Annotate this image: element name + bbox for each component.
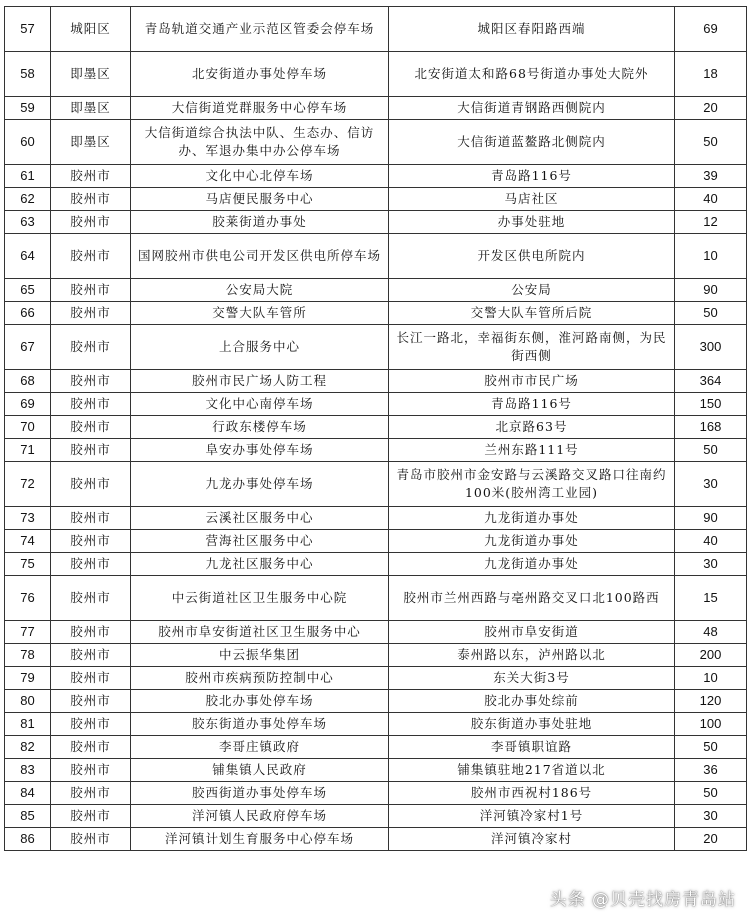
table-row — [5, 279, 747, 302]
row-number: 74 — [5, 530, 51, 553]
spaces-cell: 20 — [675, 97, 747, 120]
address-cell: 公安局 — [389, 279, 675, 302]
address-cell: 兰州东路111号 — [389, 439, 675, 462]
spaces-cell: 300 — [675, 325, 747, 370]
row-number: 61 — [5, 165, 51, 188]
address-cell: 交警大队车管所后院 — [389, 302, 675, 325]
spaces-cell: 30 — [675, 805, 747, 828]
parking-name-cell: 洋河镇计划生育服务中心停车场 — [131, 828, 389, 851]
spaces-cell: 18 — [675, 52, 747, 97]
spaces-cell: 40 — [675, 530, 747, 553]
table-row — [5, 828, 747, 851]
parking-name-cell: 胶莱街道办事处 — [131, 211, 389, 234]
address-cell: 大信街道青钢路西侧院内 — [389, 97, 675, 120]
row-number: 69 — [5, 393, 51, 416]
district-cell: 胶州市 — [51, 234, 131, 279]
parking-name-cell: 铺集镇人民政府 — [131, 759, 389, 782]
spaces-cell: 15 — [675, 576, 747, 621]
parking-name-cell: 交警大队车管所 — [131, 302, 389, 325]
parking-name-cell: 营海社区服务中心 — [131, 530, 389, 553]
table-row — [5, 120, 747, 165]
spaces-cell: 30 — [675, 553, 747, 576]
row-number: 57 — [5, 7, 51, 52]
row-number: 70 — [5, 416, 51, 439]
table-row — [5, 462, 747, 507]
table-row — [5, 759, 747, 782]
table-row — [5, 782, 747, 805]
parking-name-cell: 洋河镇人民政府停车场 — [131, 805, 389, 828]
parking-name-cell: 公安局大院 — [131, 279, 389, 302]
address-cell: 泰州路以东，泸州路以北 — [389, 644, 675, 667]
parking-name-cell: 胶州市阜安街道社区卫生服务中心 — [131, 621, 389, 644]
table-row — [5, 644, 747, 667]
spaces-cell: 50 — [675, 439, 747, 462]
spaces-cell: 12 — [675, 211, 747, 234]
row-number: 80 — [5, 690, 51, 713]
spaces-cell: 90 — [675, 507, 747, 530]
district-cell: 胶州市 — [51, 416, 131, 439]
parking-name-cell: 国网胶州市供电公司开发区供电所停车场 — [131, 234, 389, 279]
spaces-cell: 39 — [675, 165, 747, 188]
table-row — [5, 439, 747, 462]
table-row — [5, 621, 747, 644]
parking-name-cell: 文化中心北停车场 — [131, 165, 389, 188]
address-cell: 九龙街道办事处 — [389, 553, 675, 576]
row-number: 86 — [5, 828, 51, 851]
parking-name-cell: 胶北办事处停车场 — [131, 690, 389, 713]
row-number: 82 — [5, 736, 51, 759]
spaces-cell: 50 — [675, 120, 747, 165]
table-row — [5, 52, 747, 97]
district-cell: 胶州市 — [51, 576, 131, 621]
parking-name-cell: 胶东街道办事处停车场 — [131, 713, 389, 736]
parking-lot-table — [4, 6, 747, 851]
district-cell: 胶州市 — [51, 759, 131, 782]
parking-name-cell: 上合服务中心 — [131, 325, 389, 370]
table-row — [5, 188, 747, 211]
table-row — [5, 805, 747, 828]
row-number: 75 — [5, 553, 51, 576]
district-cell: 胶州市 — [51, 713, 131, 736]
district-cell: 胶州市 — [51, 370, 131, 393]
parking-name-cell: 李哥庄镇政府 — [131, 736, 389, 759]
spaces-cell: 48 — [675, 621, 747, 644]
spaces-cell: 120 — [675, 690, 747, 713]
address-cell: 九龙街道办事处 — [389, 507, 675, 530]
district-cell: 即墨区 — [51, 52, 131, 97]
spaces-cell: 10 — [675, 667, 747, 690]
row-number: 79 — [5, 667, 51, 690]
table-row — [5, 370, 747, 393]
district-cell: 胶州市 — [51, 782, 131, 805]
district-cell: 胶州市 — [51, 302, 131, 325]
row-number: 67 — [5, 325, 51, 370]
address-cell: 青岛市胶州市金安路与云溪路交叉路口往南约100米(胶州湾工业园) — [389, 462, 675, 507]
address-cell: 大信街道蓝鳌路北侧院内 — [389, 120, 675, 165]
address-cell: 洋河镇冷家村 — [389, 828, 675, 851]
table-row — [5, 713, 747, 736]
address-cell: 胶州市阜安街道 — [389, 621, 675, 644]
spaces-cell: 100 — [675, 713, 747, 736]
row-number: 60 — [5, 120, 51, 165]
row-number: 58 — [5, 52, 51, 97]
row-number: 76 — [5, 576, 51, 621]
row-number: 63 — [5, 211, 51, 234]
spaces-cell: 364 — [675, 370, 747, 393]
spaces-cell: 50 — [675, 782, 747, 805]
table-row — [5, 7, 747, 52]
parking-name-cell: 胶西街道办事处停车场 — [131, 782, 389, 805]
table-row — [5, 393, 747, 416]
parking-name-cell: 阜安办事处停车场 — [131, 439, 389, 462]
parking-name-cell: 胶州市民广场人防工程 — [131, 370, 389, 393]
district-cell: 城阳区 — [51, 7, 131, 52]
district-cell: 胶州市 — [51, 393, 131, 416]
district-cell: 胶州市 — [51, 279, 131, 302]
row-number: 66 — [5, 302, 51, 325]
table-row — [5, 530, 747, 553]
parking-name-cell: 九龙社区服务中心 — [131, 553, 389, 576]
district-cell: 胶州市 — [51, 165, 131, 188]
parking-name-cell: 云溪社区服务中心 — [131, 507, 389, 530]
table-row — [5, 97, 747, 120]
district-cell: 胶州市 — [51, 805, 131, 828]
spaces-cell: 168 — [675, 416, 747, 439]
spaces-cell: 30 — [675, 462, 747, 507]
district-cell: 胶州市 — [51, 530, 131, 553]
district-cell: 胶州市 — [51, 211, 131, 234]
row-number: 71 — [5, 439, 51, 462]
address-cell: 胶东街道办事处驻地 — [389, 713, 675, 736]
table-row — [5, 576, 747, 621]
spaces-cell: 36 — [675, 759, 747, 782]
address-cell: 城阳区春阳路西端 — [389, 7, 675, 52]
parking-name-cell: 大信街道综合执法中队、生态办、信访办、军退办集中办公停车场 — [131, 120, 389, 165]
district-cell: 胶州市 — [51, 462, 131, 507]
parking-name-cell: 大信街道党群服务中心停车场 — [131, 97, 389, 120]
table-row — [5, 165, 747, 188]
table-row — [5, 302, 747, 325]
parking-name-cell: 文化中心南停车场 — [131, 393, 389, 416]
address-cell: 胶州市西祝村186号 — [389, 782, 675, 805]
district-cell: 胶州市 — [51, 439, 131, 462]
watermark-text: 头条 @贝壳找房青岛站 — [549, 890, 736, 910]
row-number: 59 — [5, 97, 51, 120]
address-cell: 青岛路116号 — [389, 165, 675, 188]
parking-name-cell: 青岛轨道交通产业示范区管委会停车场 — [131, 7, 389, 52]
spaces-cell: 200 — [675, 644, 747, 667]
row-number: 77 — [5, 621, 51, 644]
spaces-cell: 150 — [675, 393, 747, 416]
district-cell: 即墨区 — [51, 97, 131, 120]
table-row — [5, 234, 747, 279]
row-number: 78 — [5, 644, 51, 667]
address-cell: 胶北办事处综前 — [389, 690, 675, 713]
row-number: 65 — [5, 279, 51, 302]
district-cell: 胶州市 — [51, 621, 131, 644]
row-number: 84 — [5, 782, 51, 805]
parking-name-cell: 北安街道办事处停车场 — [131, 52, 389, 97]
address-cell: 东关大街3号 — [389, 667, 675, 690]
table-row — [5, 211, 747, 234]
table-row — [5, 667, 747, 690]
table-row — [5, 416, 747, 439]
address-cell: 铺集镇驻地217省道以北 — [389, 759, 675, 782]
row-number: 68 — [5, 370, 51, 393]
address-cell: 马店社区 — [389, 188, 675, 211]
district-cell: 胶州市 — [51, 690, 131, 713]
district-cell: 即墨区 — [51, 120, 131, 165]
row-number: 81 — [5, 713, 51, 736]
address-cell: 胶州市市民广场 — [389, 370, 675, 393]
address-cell: 青岛路116号 — [389, 393, 675, 416]
district-cell: 胶州市 — [51, 828, 131, 851]
district-cell: 胶州市 — [51, 667, 131, 690]
district-cell: 胶州市 — [51, 507, 131, 530]
row-number: 85 — [5, 805, 51, 828]
address-cell: 开发区供电所院内 — [389, 234, 675, 279]
parking-name-cell: 中云振华集团 — [131, 644, 389, 667]
parking-name-cell: 胶州市疾病预防控制中心 — [131, 667, 389, 690]
spaces-cell: 10 — [675, 234, 747, 279]
spaces-cell: 50 — [675, 736, 747, 759]
parking-name-cell: 马店便民服务中心 — [131, 188, 389, 211]
table-row — [5, 736, 747, 759]
parking-name-cell: 九龙办事处停车场 — [131, 462, 389, 507]
table-row — [5, 507, 747, 530]
address-cell: 李哥镇职谊路 — [389, 736, 675, 759]
row-number: 83 — [5, 759, 51, 782]
spaces-cell: 50 — [675, 302, 747, 325]
spaces-cell: 40 — [675, 188, 747, 211]
address-cell: 北安街道太和路68号街道办事处大院外 — [389, 52, 675, 97]
address-cell: 办事处驻地 — [389, 211, 675, 234]
address-cell: 胶州市兰州西路与亳州路交叉口北100路西 — [389, 576, 675, 621]
spaces-cell: 69 — [675, 7, 747, 52]
table-row — [5, 690, 747, 713]
address-cell: 北京路63号 — [389, 416, 675, 439]
address-cell: 长江一路北，幸福街东侧，淮河路南侧，为民街西侧 — [389, 325, 675, 370]
spaces-cell: 90 — [675, 279, 747, 302]
spaces-cell: 20 — [675, 828, 747, 851]
parking-name-cell: 行政东楼停车场 — [131, 416, 389, 439]
district-cell: 胶州市 — [51, 188, 131, 211]
address-cell: 洋河镇冷家村1号 — [389, 805, 675, 828]
parking-name-cell: 中云街道社区卫生服务中心院 — [131, 576, 389, 621]
row-number: 64 — [5, 234, 51, 279]
district-cell: 胶州市 — [51, 325, 131, 370]
table-body — [5, 7, 747, 851]
district-cell: 胶州市 — [51, 736, 131, 759]
row-number: 72 — [5, 462, 51, 507]
table-row — [5, 553, 747, 576]
table-row — [5, 325, 747, 370]
district-cell: 胶州市 — [51, 644, 131, 667]
row-number: 73 — [5, 507, 51, 530]
address-cell: 九龙街道办事处 — [389, 530, 675, 553]
district-cell: 胶州市 — [51, 553, 131, 576]
row-number: 62 — [5, 188, 51, 211]
